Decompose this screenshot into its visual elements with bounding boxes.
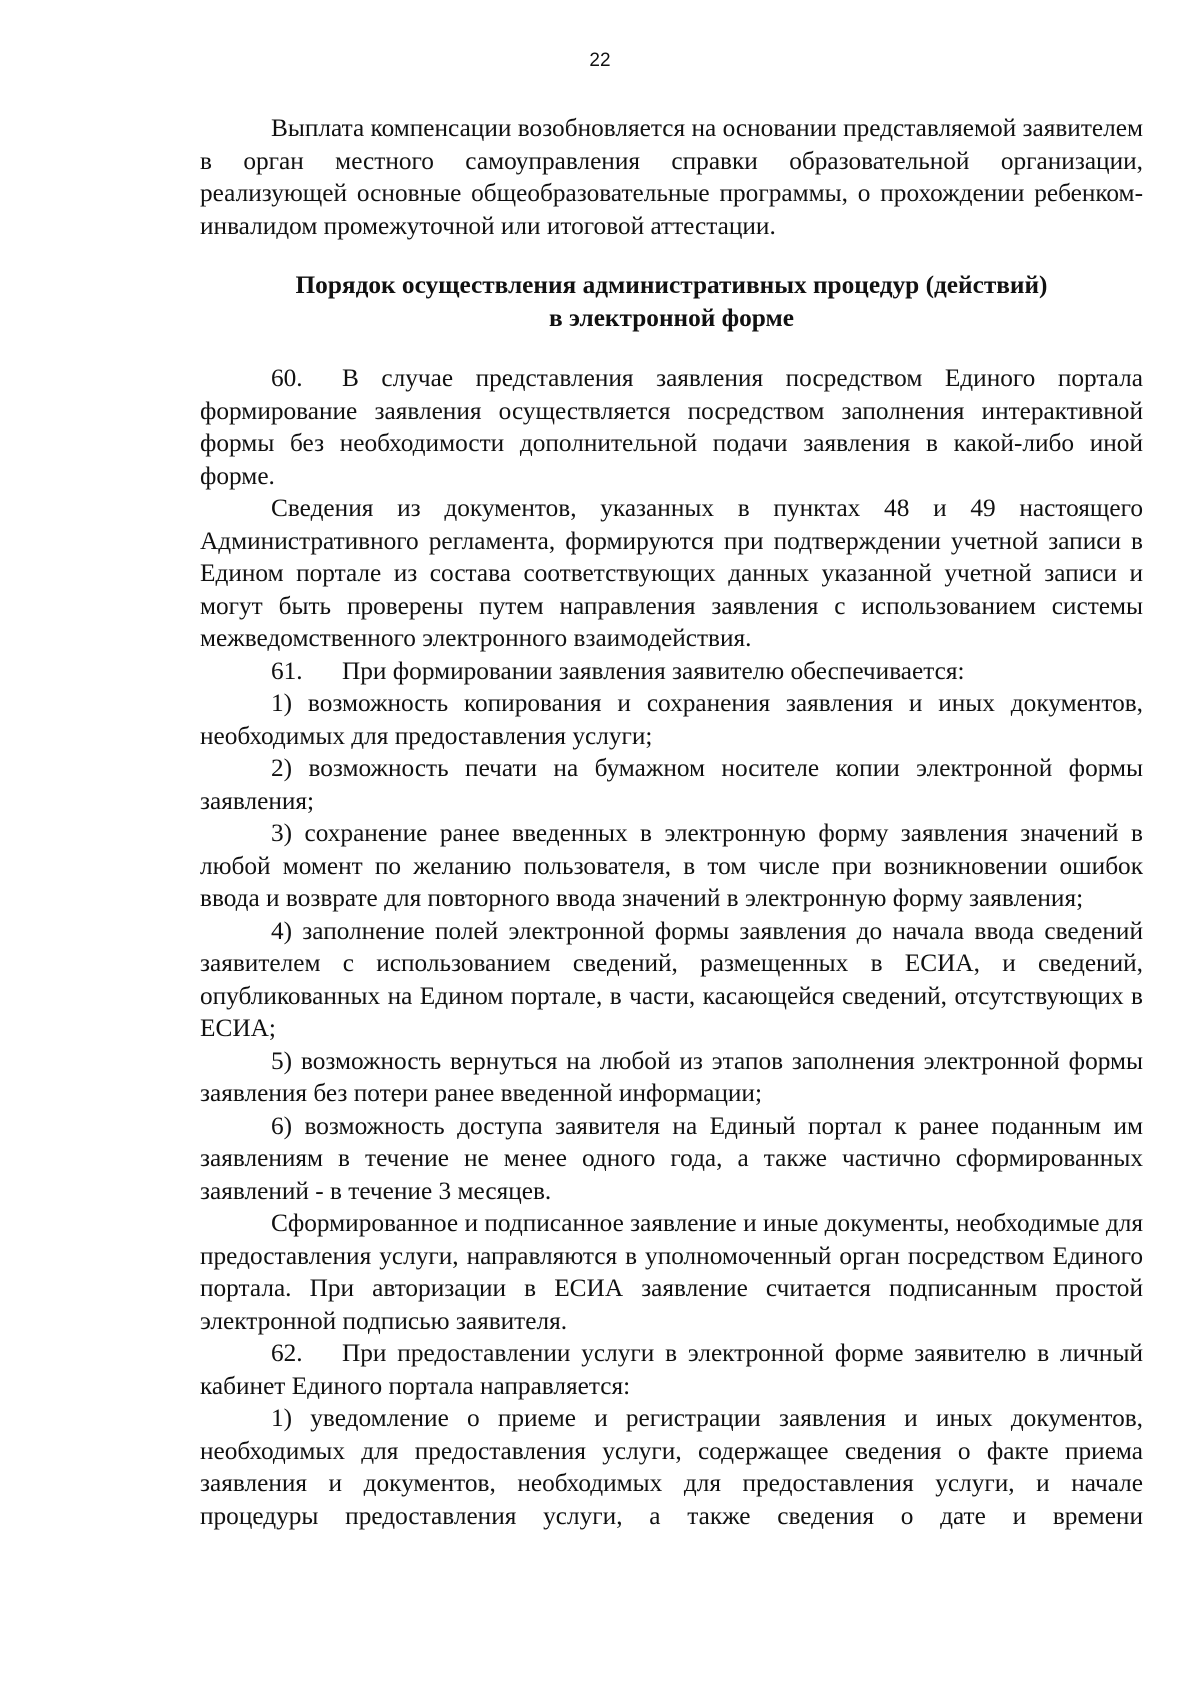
list-item-62-1: 1) уведомление о приеме и регистрации заявления и иных документов, необходимых для предоставления услуги, содержащее сведения о факте приема заявления и документов, необходимых для предоставления услуги, и начале процедуры предоставления услуги, а также сведения о дате и времени (200, 1404, 1143, 1530)
paragraph-61-closing: Сформированное и подписанное заявление и иные документы, необходимые для предоставления услуги, направляются в уполномоченный орган посредством Единого портала. При авторизации в ЕСИА заявление считается подписанным простой электронной подписью заявителя. (200, 1209, 1143, 1335)
paragraph-60 (200, 362, 1143, 492)
paragraph-62-number: 62. (271, 1339, 303, 1367)
intro-paragraph: Выплата компенсации возобновляется на основании представляемой заявителем в орган местного самоуправления справки образовательной организации, реализующей основные общеобразовательные программы, о прохождении ребенком-инвалидом промежуточной или итоговой аттестации. (200, 114, 1143, 240)
list-item-61-4: 4) заполнение полей электронной формы заявления до начала ввода сведений заявителем с использованием сведений, размещенных в ЕСИА, и сведений, опубликованных на Едином портале, в части, касающейся сведений, отсутствующих в ЕСИА; (200, 916, 1143, 1042)
paragraph-61-text: При формировании заявления заявителю обеспечивается: (342, 656, 965, 685)
list-item-61-5: 5) возможность вернуться на любой из этапов заполнения электронной формы заявления без потери ранее введенной информации; (200, 1046, 1143, 1107)
section-heading (200, 269, 1143, 335)
section-heading-line-2: в электронной форме (549, 304, 794, 332)
paragraph-60-text: В случае представления заявления посредством Единого портала формирование заявления осуществляется посредством заполнения интерактивной формы без необходимости дополнительной подачи заявления в какой-либо иной форме. (200, 364, 1143, 490)
paragraph-61 (200, 655, 1143, 688)
paragraph-60-number: 60. (271, 364, 303, 392)
paragraph-62 (200, 1337, 1143, 1402)
paragraph-60-continuation: Сведения из документов, указанных в пунктах 48 и 49 настоящего Административного регламента, формируются при подтверждении учетной записи в Едином портале из состава соответствующих данных указанной учетной записи и могут быть проверены путем направления заявления с использованием системы межведомственного электронного взаимодействия. (200, 494, 1143, 652)
list-item-61-3: 3) сохранение ранее введенных в электронную форму заявления значений в любой момент по желанию пользователя, в том числе при возникновении ошибок ввода и возврате для повторного ввода значений в электронную форму заявления; (200, 819, 1143, 912)
page-number: 22 (589, 50, 611, 71)
paragraph-61-number: 61. (271, 656, 303, 685)
list-item-61-1: 1) возможность копирования и сохранения заявления и иных документов, необходимых для предоставления услуги; (200, 689, 1143, 750)
paragraph-62-text: При предоставлении услуги в электронной форме заявителю в личный кабинет Единого портала направляется: (200, 1339, 1143, 1400)
section-heading-line-1: Порядок осуществления административных процедур (действий) (295, 271, 1048, 299)
document-body (200, 112, 1143, 1532)
list-item-61-2: 2) возможность печати на бумажном носителе копии электронной формы заявления; (200, 754, 1143, 815)
list-item-61-6: 6) возможность доступа заявителя на Единый портал к ранее поданным им заявлениям в течение не менее одного года, а также частично сформированных заявлений - в течение 3 месяцев. (200, 1111, 1143, 1205)
